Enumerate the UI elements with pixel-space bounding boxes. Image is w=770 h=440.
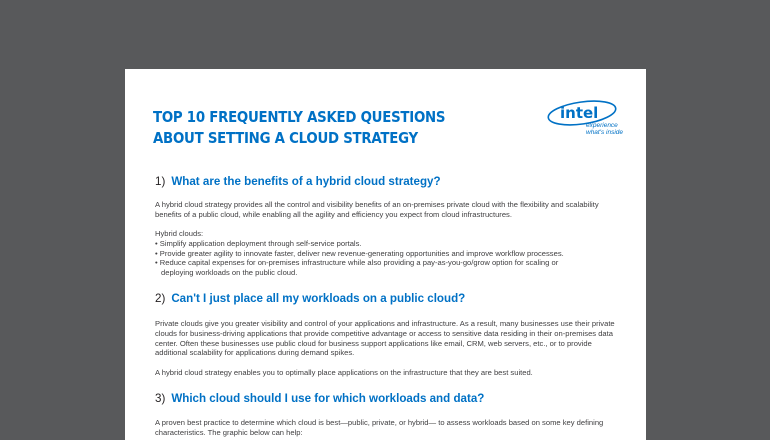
- question-3-text: Which cloud should I use for which workloads and data?: [171, 392, 485, 405]
- question-3-paragraph: A proven best practice to determine which cloud is best—public, private, or hybrid— to assess workloads based on some key defining characteristics. The graphic below can help:: [155, 418, 604, 437]
- question-3-heading: [155, 392, 484, 405]
- list-intro: Hybrid clouds:: [155, 229, 204, 238]
- question-3-number: 3): [155, 392, 166, 405]
- question-1-paragraph: A hybrid cloud strategy provides all the control and visibility benefits of an on-premises private cloud with the flexibility and scalability benefits of a public cloud, while enabling all the agility and efficiency you expect from cloud infrastructures.: [155, 200, 599, 219]
- list-item: • Provide greater agility to innovate faster, deliver new revenue-generating opportunities and improve workflow processes.: [155, 248, 564, 258]
- list-item: • Simplify application deployment through self-service portals.: [155, 238, 362, 248]
- tagline-whats-inside: what's inside: [586, 129, 624, 136]
- question-1-text: What are the benefits of a hybrid cloud strategy?: [171, 175, 441, 188]
- question-2-paragraph-2: A hybrid cloud strategy enables you to optimally place applications on the infrastructure that they are best suited.: [155, 368, 533, 377]
- tagline-experience: experience: [586, 122, 618, 129]
- document-title: TOP 10 FREQUENTLY ASKED QUESTIONS ABOUT SETTING A CLOUD STRATEGY: [153, 108, 446, 147]
- question-2-paragraph-1: Private clouds give you greater visibility and control of your applications and infrastructure. As a result, many businesses use their private clouds for business-driving applications that provide competitive advantage or access to sensitive data residing in their on-premises data center. Often these businesses use public cloud for business support applications like email, CRM, web servers, etc., or to provide additional scalability for applications during demand spikes.: [155, 319, 615, 358]
- question-2-text: Can't I just place all my workloads on a public cloud?: [171, 292, 466, 305]
- document-page: [125, 69, 646, 440]
- intel-tagline: [586, 122, 623, 136]
- intel-wordmark: intel: [560, 104, 599, 122]
- question-1-heading: [155, 175, 441, 188]
- list-item: • Reduce capital expenses for on-premises infrastructure while also providing a pay-as-you-go/grow option for scaling or: [155, 258, 559, 268]
- question-1-number: 1): [155, 175, 166, 188]
- intel-logo: [546, 100, 636, 140]
- question-1-list: [155, 229, 625, 278]
- list-item-continuation: deploying workloads on the public cloud.: [161, 268, 298, 278]
- question-2-heading: [155, 292, 465, 305]
- question-2-number: 2): [155, 292, 166, 305]
